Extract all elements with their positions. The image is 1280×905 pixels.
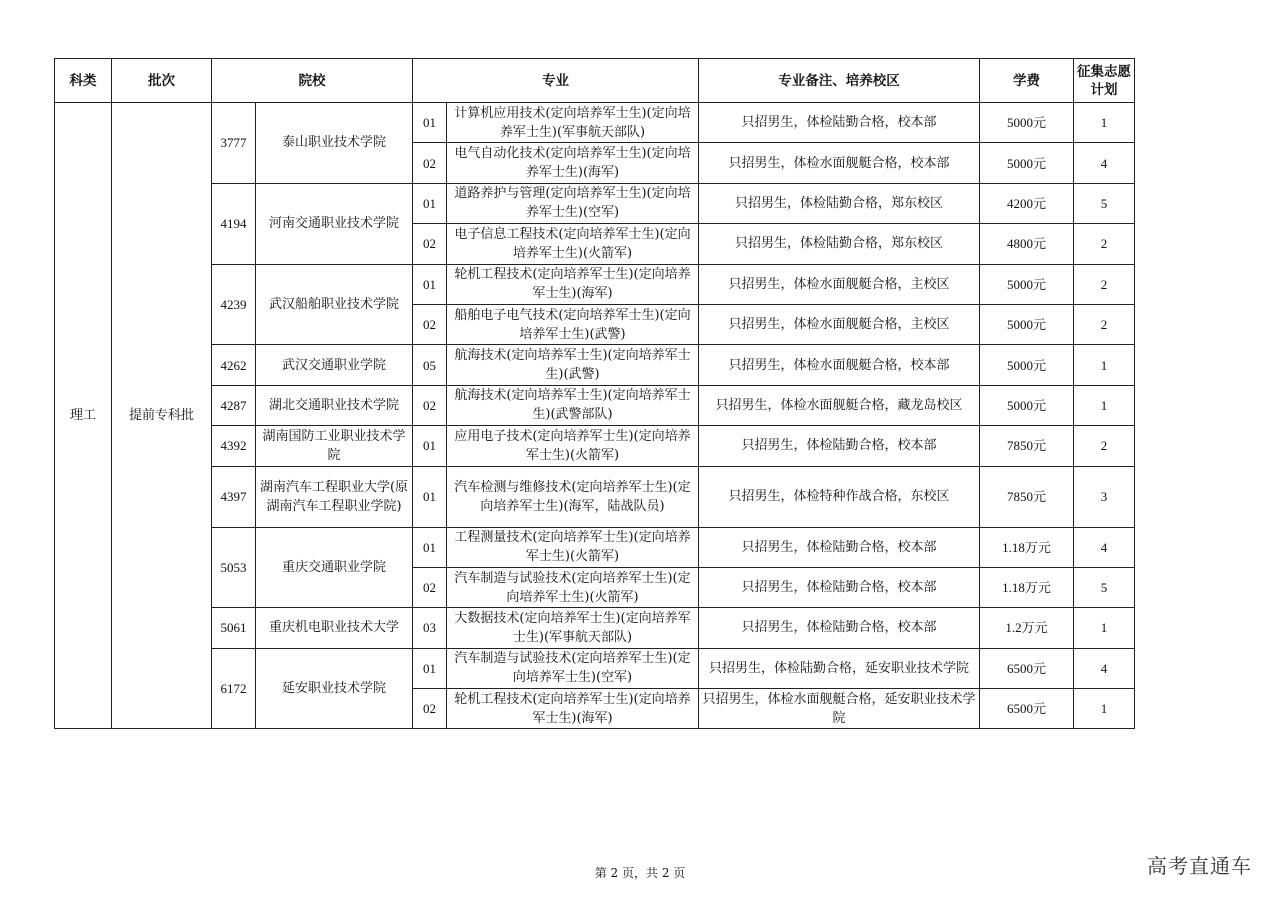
- subject-cell: 理工: [55, 103, 112, 729]
- tuition-fee: 5000元: [980, 103, 1074, 143]
- major-name: 道路养护与管理(定向培养军士生)(定向培养军士生)(空军): [447, 183, 699, 223]
- header-batch: 批次: [112, 59, 212, 103]
- school-code: 4239: [212, 264, 256, 345]
- tuition-fee: 4800元: [980, 224, 1074, 264]
- major-code: 05: [413, 345, 447, 385]
- school-code: 5053: [212, 527, 256, 608]
- school-code: 4397: [212, 466, 256, 527]
- major-code: 02: [413, 224, 447, 264]
- admission-plan-table: [54, 58, 1135, 729]
- major-code: 02: [413, 304, 447, 344]
- table-row: [55, 608, 1135, 648]
- school-name: 河南交通职业技术学院: [256, 183, 413, 264]
- major-name: 船舶电子电气技术(定向培养军士生)(定向培养军士生)(武警): [447, 304, 699, 344]
- header-plan: 征集志愿计划: [1074, 59, 1135, 103]
- major-name: 计算机应用技术(定向培养军士生)(定向培养军士生)(军事航天部队): [447, 103, 699, 143]
- header-fee: 学费: [980, 59, 1074, 103]
- major-code: 02: [413, 689, 447, 729]
- plan-count: 2: [1074, 304, 1135, 344]
- school-code: 5061: [212, 608, 256, 648]
- major-code: 01: [413, 103, 447, 143]
- major-remarks: 只招男生，体检水面舰艇合格，校本部: [699, 345, 980, 385]
- major-code: 01: [413, 426, 447, 466]
- table-row: [55, 183, 1135, 223]
- watermark-text: 高考直通车: [1147, 854, 1252, 878]
- major-name: 轮机工程技术(定向培养军士生)(定向培养军士生)(海军): [447, 689, 699, 729]
- tuition-fee: 5000元: [980, 304, 1074, 344]
- school-name: 湖南国防工业职业技术学院: [256, 426, 413, 466]
- major-name: 电子信息工程技术(定向培养军士生)(定向培养军士生)(火箭军): [447, 224, 699, 264]
- school-code: 4262: [212, 345, 256, 385]
- major-name: 应用电子技术(定向培养军士生)(定向培养军士生)(火箭军): [447, 426, 699, 466]
- major-name: 航海技术(定向培养军士生)(定向培养军士生)(武警): [447, 345, 699, 385]
- major-code: 01: [413, 466, 447, 527]
- plan-count: 4: [1074, 648, 1135, 688]
- tuition-fee: 5000元: [980, 385, 1074, 425]
- tuition-fee: 7850元: [980, 466, 1074, 527]
- school-code: 3777: [212, 103, 256, 184]
- header-subject: 科类: [55, 59, 112, 103]
- major-remarks: 只招男生，体检陆勤合格，校本部: [699, 567, 980, 607]
- table-row: [55, 385, 1135, 425]
- major-remarks: 只招男生，体检水面舰艇合格，主校区: [699, 304, 980, 344]
- major-remarks: 只招男生，体检水面舰艇合格，藏龙岛校区: [699, 385, 980, 425]
- table-row: [55, 345, 1135, 385]
- school-name: 武汉交通职业学院: [256, 345, 413, 385]
- school-code: 4287: [212, 385, 256, 425]
- school-name: 重庆机电职业技术大学: [256, 608, 413, 648]
- major-remarks: 只招男生，体检水面舰艇合格，主校区: [699, 264, 980, 304]
- major-code: 02: [413, 143, 447, 183]
- page-number: 第 2 页，共 2 页: [594, 866, 686, 880]
- plan-count: 1: [1074, 608, 1135, 648]
- plan-count: 1: [1074, 689, 1135, 729]
- school-code: 4194: [212, 183, 256, 264]
- tuition-fee: 1.18万元: [980, 527, 1074, 567]
- major-name: 大数据技术(定向培养军士生)(定向培养军士生)(军事航天部队): [447, 608, 699, 648]
- major-name: 航海技术(定向培养军士生)(定向培养军士生)(武警部队): [447, 385, 699, 425]
- tuition-fee: 1.18万元: [980, 567, 1074, 607]
- major-remarks: 只招男生，体检陆勤合格，校本部: [699, 608, 980, 648]
- tuition-fee: 6500元: [980, 648, 1074, 688]
- plan-count: 1: [1074, 345, 1135, 385]
- plan-count: 2: [1074, 264, 1135, 304]
- tuition-fee: 1.2万元: [980, 608, 1074, 648]
- major-remarks: 只招男生，体检陆勤合格，校本部: [699, 426, 980, 466]
- header-row: [55, 59, 1135, 103]
- table-row: [55, 527, 1135, 567]
- school-name: 重庆交通职业学院: [256, 527, 413, 608]
- plan-count: 2: [1074, 426, 1135, 466]
- table-row: [55, 648, 1135, 688]
- batch-cell: 提前专科批: [112, 103, 212, 729]
- plan-count: 5: [1074, 567, 1135, 607]
- major-name: 汽车制造与试验技术(定向培养军士生)(定向培养军士生)(火箭军): [447, 567, 699, 607]
- major-remarks: 只招男生，体检水面舰艇合格，校本部: [699, 143, 980, 183]
- major-code: 01: [413, 648, 447, 688]
- major-remarks: 只招男生，体检陆勤合格，延安职业技术学院: [699, 648, 980, 688]
- school-code: 6172: [212, 648, 256, 729]
- school-name: 泰山职业技术学院: [256, 103, 413, 184]
- major-code: 02: [413, 385, 447, 425]
- major-code: 03: [413, 608, 447, 648]
- major-remarks: 只招男生，体检特种作战合格，东校区: [699, 466, 980, 527]
- major-name: 工程测量技术(定向培养军士生)(定向培养军士生)(火箭军): [447, 527, 699, 567]
- tuition-fee: 7850元: [980, 426, 1074, 466]
- major-code: 01: [413, 527, 447, 567]
- major-code: 01: [413, 183, 447, 223]
- major-name: 电气自动化技术(定向培养军士生)(定向培养军士生)(海军): [447, 143, 699, 183]
- major-code: 02: [413, 567, 447, 607]
- plan-count: 1: [1074, 103, 1135, 143]
- tuition-fee: 5000元: [980, 264, 1074, 304]
- school-name: 武汉船舶职业技术学院: [256, 264, 413, 345]
- major-remarks: 只招男生，体检陆勤合格，校本部: [699, 103, 980, 143]
- major-code: 01: [413, 264, 447, 304]
- tuition-fee: 5000元: [980, 143, 1074, 183]
- plan-count: 2: [1074, 224, 1135, 264]
- tuition-fee: 4200元: [980, 183, 1074, 223]
- tuition-fee: 6500元: [980, 689, 1074, 729]
- header-remarks: 专业备注、培养校区: [699, 59, 980, 103]
- school-name: 湖北交通职业技术学院: [256, 385, 413, 425]
- major-remarks: 只招男生，体检陆勤合格，校本部: [699, 527, 980, 567]
- major-remarks: 只招男生，体检陆勤合格，郑东校区: [699, 224, 980, 264]
- school-name: 延安职业技术学院: [256, 648, 413, 729]
- plan-count: 3: [1074, 466, 1135, 527]
- table-row: [55, 426, 1135, 466]
- school-code: 4392: [212, 426, 256, 466]
- header-school: 院校: [212, 59, 413, 103]
- plan-count: 4: [1074, 527, 1135, 567]
- major-name: 汽车制造与试验技术(定向培养军士生)(定向培养军士生)(空军): [447, 648, 699, 688]
- tuition-fee: 5000元: [980, 345, 1074, 385]
- plan-count: 5: [1074, 183, 1135, 223]
- major-remarks: 只招男生，体检水面舰艇合格，延安职业技术学院: [699, 689, 980, 729]
- table-row: [55, 466, 1135, 527]
- table-row: [55, 103, 1135, 143]
- header-major: 专业: [413, 59, 699, 103]
- major-remarks: 只招男生，体检陆勤合格，郑东校区: [699, 183, 980, 223]
- school-name: 湖南汽车工程职业大学(原湖南汽车工程职业学院): [256, 466, 413, 527]
- plan-count: 4: [1074, 143, 1135, 183]
- plan-count: 1: [1074, 385, 1135, 425]
- table-row: [55, 264, 1135, 304]
- major-name: 轮机工程技术(定向培养军士生)(定向培养军士生)(海军): [447, 264, 699, 304]
- major-name: 汽车检测与维修技术(定向培养军士生)(定向培养军士生)(海军，陆战队员): [447, 466, 699, 527]
